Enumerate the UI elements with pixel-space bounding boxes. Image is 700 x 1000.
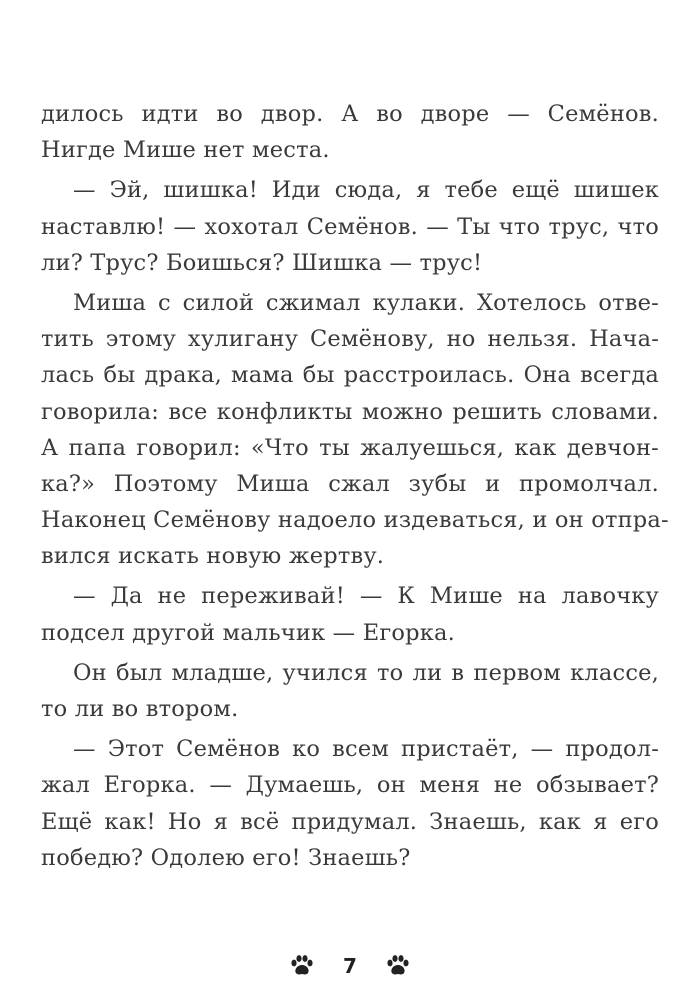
text-line: ка?» Поэтому Миша сжал зубы и промолчал. [41,470,659,497]
text-line: тить этому хулигану Семёнову, но нельзя. Нача- [41,326,659,353]
text-line: то ли во втором. [41,696,239,722]
text-line: Наконец Семёнову надоело издеваться, и он отпра- [41,507,669,534]
text-line: Ещё как! Но я всё придумал. Знаешь, как я его [41,808,659,835]
text-line: говорила: все конфликты можно решить словами. [41,398,659,425]
page-footer [0,946,700,986]
text-line: — Да не переживай! — К Мише на лавочку [73,583,659,610]
page-number: 7 [343,954,357,978]
text-line: Он был младше, учился то ли в первом классе, [73,659,659,686]
page-text [41,96,669,876]
paw-print-icon [385,954,411,978]
text-line: Миша с силой сжимал кулаки. Хотелось отве- [73,289,659,316]
text-line: вился искать новую жертву. [41,543,385,570]
text-line: — Эй, шишка! Иди сюда, я тебе ещё шишек [73,177,659,204]
text-line: подсел другой мальчик — Егорка. [41,619,455,646]
text-line: Нигде Мише нет места. [41,137,330,164]
text-line: — Этот Семёнов ко всем пристаёт, — продол- [73,736,659,763]
text-line: лась бы драка, мама бы расстроилась. Она всегда [41,362,659,389]
text-line: наставлю! — хохотал Семёнов. — Ты что трус, что [41,213,659,240]
text-line: А папа говорил: «Что ты жалуешься, как девчон- [41,434,659,461]
text-line: дилось идти во двор. А во дворе — Семёнов. [41,101,659,127]
text-line: победю? Одолею его! Знаешь? [41,844,411,871]
text-line: жал Егорка. — Думаешь, он меня не обзывает? [41,772,659,799]
paw-print-icon [289,954,315,978]
text-line: ли? Трус? Боишься? Шишка — трус! [41,249,483,276]
